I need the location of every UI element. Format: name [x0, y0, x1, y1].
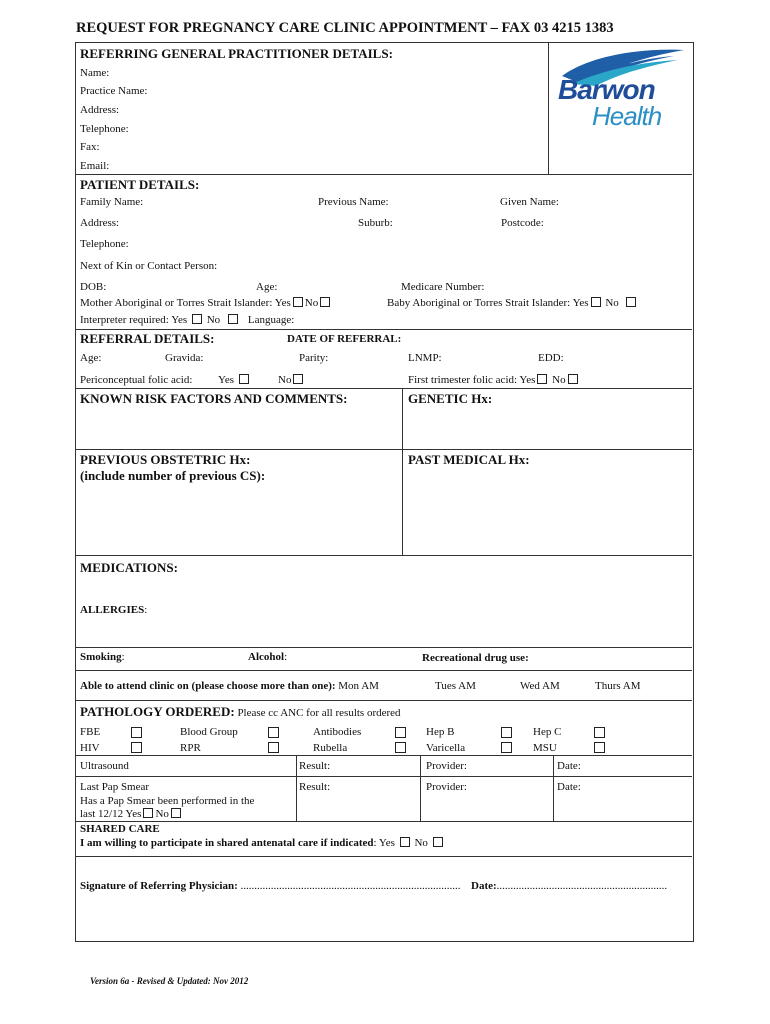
signature-date-label: Date: [471, 880, 497, 892]
gp-heading: REFERRING GENERAL PRACTITIONER DETAILS: [80, 46, 393, 61]
obstetric-subheading: (include number of previous CS): [80, 468, 266, 483]
given-name-label: Given Name: [500, 196, 559, 208]
alcohol-label: Alcohol [248, 651, 285, 663]
gp-email-label: Email: [80, 160, 110, 172]
interpreter-no-label: No [206, 314, 221, 326]
fbe-label: FBE [80, 726, 101, 738]
gp-practice-label: Practice Name: [80, 85, 148, 97]
tues-am-option[interactable]: Tues AM [435, 680, 476, 692]
patient-address-label: Address: [80, 217, 120, 229]
shared-care-yes-label: : Yes [373, 837, 395, 849]
pap-yes-checkbox[interactable] [143, 808, 153, 818]
pap-date-label: Date: [557, 781, 581, 793]
ultrasound-provider-label: Provider: [426, 760, 467, 772]
hep-b-label: Hep B [426, 726, 455, 738]
mother-atsi-yes-checkbox[interactable] [293, 297, 303, 307]
previous-name-label: Previous Name: [318, 196, 389, 208]
gp-fax-label: Fax: [80, 141, 100, 153]
pathology-row [80, 704, 401, 720]
past-medical-heading: PAST MEDICAL Hx: [408, 452, 530, 467]
clinic-label: Able to attend clinic on (please choose more than one): [80, 680, 336, 692]
pap-row-3 [80, 808, 183, 820]
periconceptual-folic-label: Periconceptual folic acid: [80, 374, 193, 386]
signature-field[interactable]: ................................................................................ [240, 880, 461, 892]
hiv-checkbox[interactable] [131, 742, 142, 753]
hep-c-label: Hep C [533, 726, 562, 738]
baby-atsi-row [387, 297, 638, 309]
referral-heading: REFERRAL DETAILS: [80, 331, 215, 346]
smoking-colon: : [121, 651, 125, 663]
shared-care-no-checkbox[interactable] [433, 837, 443, 847]
family-name-label: Family Name: [80, 196, 144, 208]
suburb-label: Suburb: [358, 217, 393, 229]
blood-group-label: Blood Group [180, 726, 238, 738]
parity-label: Parity: [299, 352, 329, 364]
folic-yes-checkbox[interactable] [239, 374, 249, 384]
hep-c-checkbox[interactable] [594, 727, 605, 738]
interpreter-label: Interpreter required: Yes [80, 314, 188, 326]
gp-name-label: Name: [80, 67, 110, 79]
blood-group-checkbox[interactable] [268, 727, 279, 738]
signature-date-field[interactable]: .............................................................. [496, 880, 668, 892]
pap-no-label: No [155, 808, 169, 820]
rubella-label: Rubella [313, 742, 348, 754]
risk-factors-heading: KNOWN RISK FACTORS AND COMMENTS: [80, 391, 348, 406]
interpreter-no-checkbox[interactable] [228, 314, 238, 324]
allergies-label: ALLERGIES [80, 604, 145, 616]
medications-heading: MEDICATIONS: [80, 560, 178, 575]
version-footer: Version 6a - Revised & Updated: Nov 2012 [90, 976, 249, 986]
edd-label: EDD: [538, 352, 564, 364]
shared-care-row [80, 837, 445, 849]
logo-health: Health [592, 101, 662, 131]
antibodies-label: Antibodies [313, 726, 362, 738]
msu-checkbox[interactable] [594, 742, 605, 753]
lnmp-label: LNMP: [408, 352, 442, 364]
signature-row [80, 880, 461, 892]
next-of-kin-label: Next of Kin or Contact Person: [80, 260, 218, 272]
language-label: Language: [247, 314, 295, 326]
baby-atsi-label: Baby Aboriginal or Torres Strait Islander: Yes [387, 297, 589, 309]
patient-age-label: Age: [256, 281, 278, 293]
referral-age-label: Age: [80, 352, 102, 364]
smoking-row [80, 651, 125, 663]
barwon-health-logo [552, 46, 690, 136]
pathology-heading: PATHOLOGY ORDERED: [80, 704, 235, 719]
first-tri-no-label: No [552, 374, 566, 386]
drugs-label: Recreational drug use: [422, 652, 529, 664]
pap-label-1: Last Pap Smear [80, 781, 150, 793]
dob-label: DOB: [80, 281, 107, 293]
shared-care-heading: SHARED CARE [80, 823, 160, 835]
date-of-referral-label: DATE OF REFERRAL: [287, 333, 402, 345]
mother-atsi-row [80, 297, 332, 309]
rpr-label: RPR [180, 742, 201, 754]
alcohol-colon: : [284, 651, 288, 663]
mother-atsi-no-checkbox[interactable] [320, 297, 330, 307]
clinic-row [80, 680, 379, 692]
pap-result-label: Result: [299, 781, 331, 793]
postcode-label: Postcode: [501, 217, 544, 229]
date-row [471, 880, 667, 892]
first-tri-no-checkbox[interactable] [568, 374, 578, 384]
gp-address-label: Address: [80, 104, 120, 116]
alcohol-row [248, 651, 287, 663]
hep-b-checkbox[interactable] [501, 727, 512, 738]
ultrasound-label: Ultrasound [80, 760, 129, 772]
allergies-colon: : [144, 604, 148, 616]
mother-atsi-no-label: No [304, 297, 319, 309]
pap-provider-label: Provider: [426, 781, 467, 793]
baby-atsi-yes-checkbox[interactable] [591, 297, 601, 307]
interpreter-yes-checkbox[interactable] [192, 314, 202, 324]
pap-no-checkbox[interactable] [171, 808, 181, 818]
first-tri-yes-checkbox[interactable] [537, 374, 547, 384]
folic-yes-row [218, 374, 251, 386]
folic-no-checkbox[interactable] [293, 374, 303, 384]
wed-am-option[interactable]: Wed AM [520, 680, 560, 692]
folic-no-row [278, 374, 305, 386]
pap-label-3: last 12/12 Yes [80, 808, 142, 820]
signature-label: Signature of Referring Physician: [80, 880, 238, 892]
shared-care-yes-checkbox[interactable] [400, 837, 410, 847]
msu-label: MSU [533, 742, 557, 754]
allergies-row [80, 604, 147, 616]
medicare-label: Medicare Number: [401, 281, 485, 293]
mon-am-option[interactable]: Mon AM [338, 680, 379, 692]
antibodies-checkbox[interactable] [395, 727, 406, 738]
fbe-checkbox[interactable] [131, 727, 142, 738]
shared-care-text: I am willing to participate in shared antenatal care if indicated [80, 837, 374, 849]
baby-atsi-no-label: No [605, 297, 619, 309]
patient-heading: PATIENT DETAILS: [80, 177, 200, 192]
pap-label-2: Has a Pap Smear been performed in the [80, 795, 255, 807]
interpreter-row [80, 314, 294, 326]
varicella-label: Varicella [426, 742, 466, 754]
shared-care-no-label: No [414, 837, 428, 849]
folic-no-label: No [278, 374, 292, 386]
patient-telephone-label: Telephone: [80, 238, 129, 250]
smoking-label: Smoking [80, 651, 122, 663]
first-trimester-label: First trimester folic acid: Yes [408, 374, 536, 386]
baby-atsi-no-checkbox[interactable] [626, 297, 636, 307]
varicella-checkbox[interactable] [501, 742, 512, 753]
rpr-checkbox[interactable] [268, 742, 279, 753]
gravida-label: Gravida: [165, 352, 204, 364]
page-title: REQUEST FOR PREGNANCY CARE CLINIC APPOINTMENT – FAX 03 4215 1383 [76, 20, 614, 36]
folic-yes-label: Yes [218, 374, 235, 386]
thurs-am-option[interactable]: Thurs AM [595, 680, 641, 692]
pathology-note: Please cc ANC for all results ordered [237, 707, 401, 719]
obstetric-heading: PREVIOUS OBSTETRIC Hx: [80, 452, 251, 467]
logo-barwon: Barwon [558, 74, 655, 105]
genetic-heading: GENETIC Hx: [408, 391, 493, 406]
ultrasound-result-label: Result: [299, 760, 331, 772]
rubella-checkbox[interactable] [395, 742, 406, 753]
first-tri-row [408, 374, 580, 386]
ultrasound-date-label: Date: [557, 760, 581, 772]
mother-atsi-label: Mother Aboriginal or Torres Strait Islander: Yes [80, 297, 291, 309]
hiv-label: HIV [80, 742, 100, 754]
gp-telephone-label: Telephone: [80, 123, 129, 135]
